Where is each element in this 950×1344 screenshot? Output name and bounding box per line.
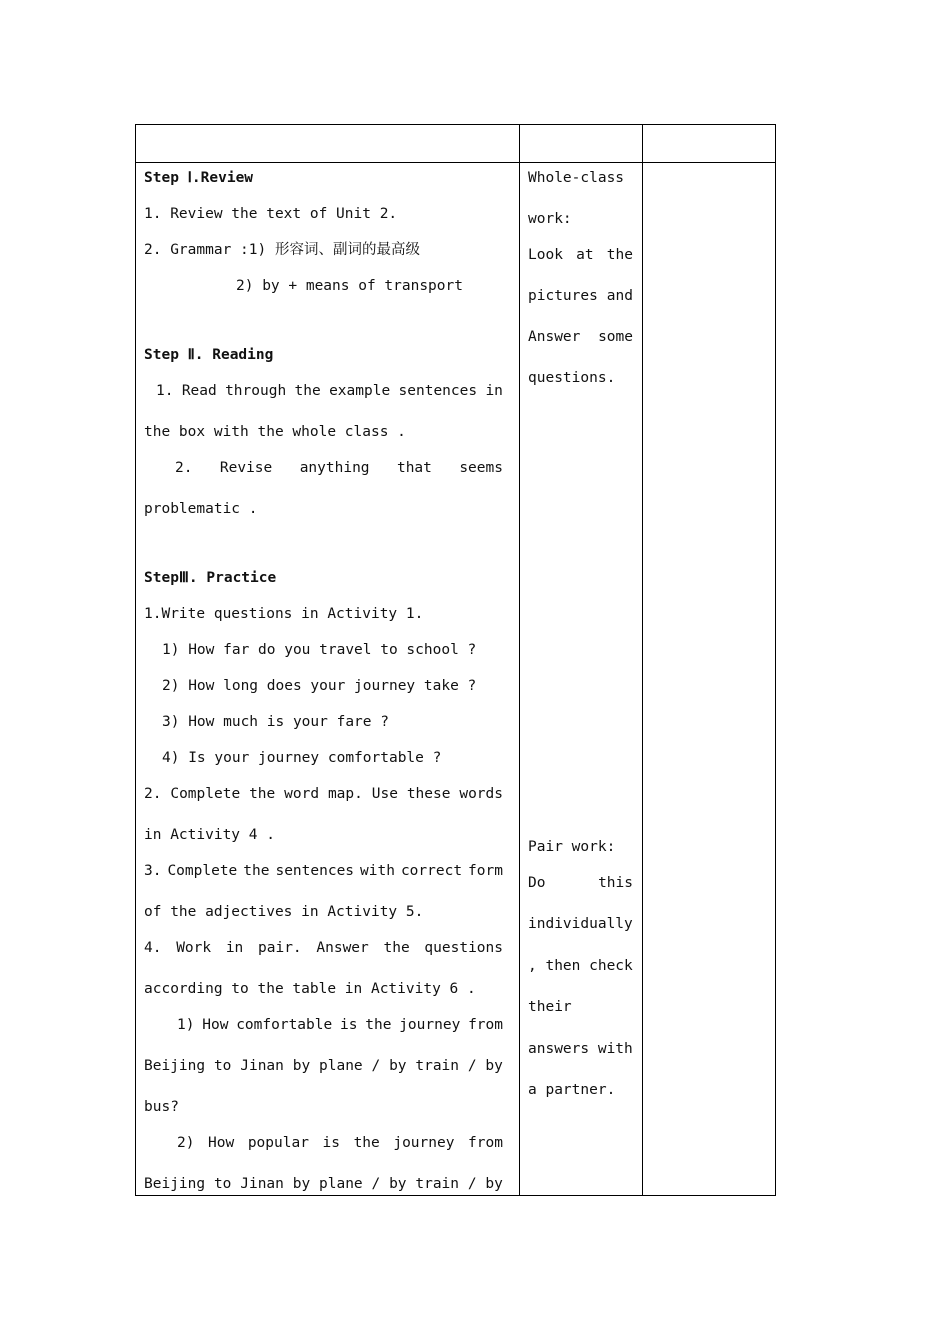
word: Answer [316, 940, 369, 956]
word: some [598, 329, 633, 345]
word: plane [319, 1058, 363, 1074]
word: by [389, 1176, 407, 1192]
word: by [485, 1176, 503, 1192]
word: by [389, 1058, 407, 1074]
word: 2. [144, 786, 162, 802]
word: these [406, 786, 451, 802]
word: journey [399, 1017, 461, 1033]
word: Complete [170, 786, 241, 802]
word: 1) [177, 1017, 195, 1033]
word: Read [181, 383, 217, 399]
pair-line-4: their [528, 999, 572, 1015]
word: is [340, 1017, 358, 1033]
word: the [606, 247, 633, 263]
look-line-2 [528, 286, 633, 306]
word: through [225, 383, 287, 399]
word: in [485, 383, 503, 399]
word: 2) [177, 1135, 195, 1151]
word: the [294, 383, 321, 399]
step2-item2-cont: problematic . [144, 501, 258, 517]
word: / [371, 1176, 381, 1192]
word: 1. [156, 383, 174, 399]
word: Jinan [240, 1176, 284, 1192]
step1-item-3: 2) by + means of transport [236, 278, 463, 294]
word: by [292, 1058, 311, 1074]
step3-q2-cont [144, 1174, 503, 1194]
word: Use [371, 786, 398, 802]
step3-task1: 1.Write questions in Activity 1. [144, 606, 424, 622]
pair-line-6: a partner. [528, 1082, 616, 1098]
word: 2. [175, 460, 193, 476]
word: Beijing [144, 1058, 206, 1074]
pair-line-3: , then check [528, 958, 633, 974]
word: at [576, 247, 594, 263]
word: How [208, 1135, 235, 1151]
lesson-plan-table [135, 124, 776, 1196]
word: map. [327, 786, 363, 802]
word: Look [528, 247, 563, 263]
step3-question-3: 3) How much is your fare ? [162, 714, 389, 730]
notes-cell [643, 163, 776, 1196]
word: Revise [219, 460, 273, 476]
word: seems [459, 460, 503, 476]
step2-title: Step Ⅱ. Reading [144, 347, 274, 363]
pair-line-5: answers with [528, 1041, 633, 1057]
step2-item1 [156, 381, 503, 401]
word: / [467, 1176, 477, 1192]
word: train [415, 1058, 460, 1074]
word: from [468, 1017, 503, 1033]
word: popular [247, 1135, 309, 1151]
word: in [225, 940, 244, 956]
header-cell-notes [643, 125, 776, 163]
step2-item1-cont: the box with the whole class . [144, 424, 406, 440]
word: sentences [398, 383, 478, 399]
pair-work-title: Pair work: [528, 839, 616, 855]
word: plane [319, 1176, 363, 1192]
word: / [467, 1058, 477, 1074]
word: the [249, 786, 276, 802]
word: Answer [528, 329, 581, 345]
step3-q2 [177, 1133, 503, 1153]
header-cell-activity [520, 125, 643, 163]
step3-task3-cont: of the adjectives in Activity 5. [144, 904, 424, 920]
whole-class-line-1: Whole-class [528, 170, 625, 186]
step3-q1-cont [144, 1056, 503, 1076]
word: Beijing [144, 1176, 206, 1192]
step3-title: StepⅢ. Practice [144, 570, 277, 586]
word: by [485, 1058, 503, 1074]
word: Complete [167, 863, 238, 879]
word: Work [176, 940, 212, 956]
word: train [415, 1176, 460, 1192]
step2-item2 [175, 458, 503, 478]
table-body-row [136, 163, 776, 1196]
word: correct [400, 863, 463, 879]
word: this [598, 875, 633, 891]
word: by [292, 1176, 311, 1192]
header-cell-steps [136, 125, 520, 163]
word: questions [424, 940, 503, 956]
word: anything [299, 460, 370, 476]
word: Do [528, 875, 546, 891]
step3-q1 [177, 1015, 503, 1035]
word: from [468, 1135, 503, 1151]
word: comfortable [236, 1017, 333, 1033]
look-line-1 [528, 245, 633, 265]
word: word [284, 786, 320, 802]
word: words [459, 786, 503, 802]
step3-question-1: 1) How far do you travel to school ? [162, 642, 477, 658]
word: example [329, 383, 391, 399]
step1-title: Step Ⅰ.Review [144, 170, 254, 186]
activity-cell [520, 163, 643, 1196]
word: the [353, 1135, 380, 1151]
word: 3. [144, 863, 162, 879]
word: form [468, 863, 503, 879]
table-header-row [136, 125, 776, 163]
word: 4. [144, 940, 162, 956]
word: Jinan [240, 1058, 284, 1074]
step1-item-1: 1. Review the text of Unit 2. [144, 206, 398, 222]
step3-task2-cont: in Activity 4 . [144, 827, 275, 843]
step1-item-2: 2. Grammar :1) 形容词、副词的最高级 [144, 242, 420, 258]
step3-task4 [144, 938, 503, 958]
whole-class-line-2: work: [528, 211, 572, 227]
word: sentences [275, 863, 355, 879]
word: journey [393, 1135, 455, 1151]
pair-line-1 [528, 873, 633, 893]
word: pair. [258, 940, 302, 956]
step3-task2 [144, 784, 503, 804]
step3-question-4: 4) Is your journey comfortable ? [162, 750, 442, 766]
step3-task3 [144, 861, 503, 881]
word: How [202, 1017, 229, 1033]
word: and [606, 288, 633, 304]
word: the [243, 863, 270, 879]
word: is [322, 1135, 340, 1151]
step3-task4-cont: according to the table in Activity 6 . [144, 981, 476, 997]
step3-q1-end: bus? [144, 1099, 179, 1115]
word: to [213, 1058, 232, 1074]
word: with [360, 863, 395, 879]
word: pictures [528, 288, 598, 304]
steps-cell [136, 163, 520, 1196]
word: / [371, 1058, 381, 1074]
look-line-4: questions. [528, 370, 616, 386]
word: the [365, 1017, 392, 1033]
word: that [396, 460, 432, 476]
step3-question-2: 2) How long does your journey take ? [162, 678, 477, 694]
word: the [383, 940, 410, 956]
word: to [213, 1176, 232, 1192]
look-line-3 [528, 327, 633, 347]
pair-line-2: individually [528, 916, 633, 932]
